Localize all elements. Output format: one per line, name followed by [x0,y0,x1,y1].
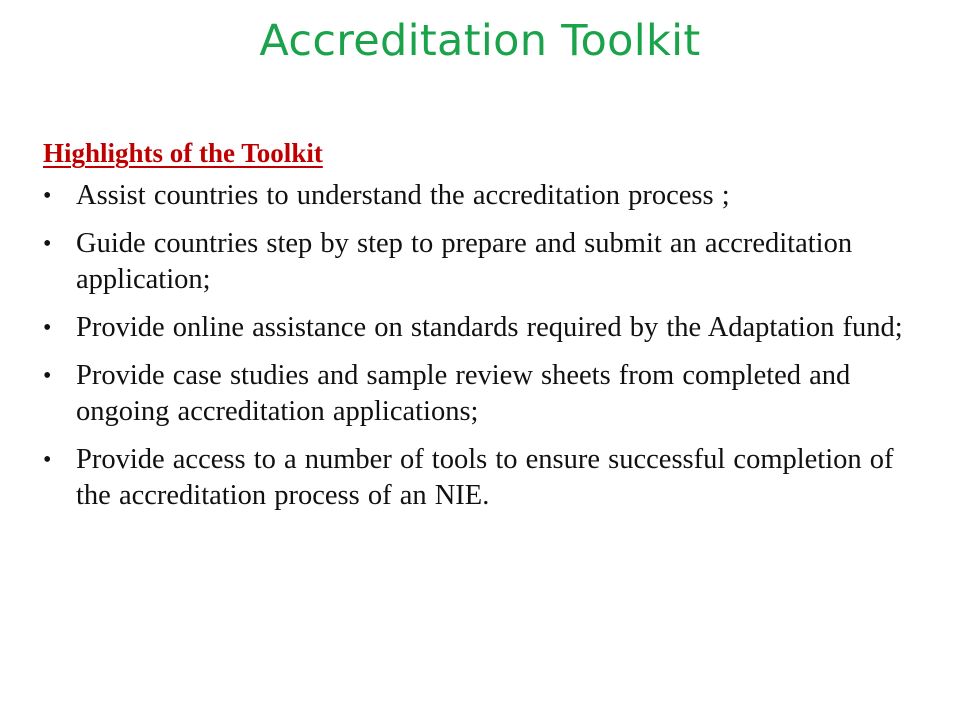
bullet-icon: • [43,315,52,341]
bullet-item [43,310,923,346]
bullet-text: Provide case studies and sample review sheets from completed and ongoing accreditation applications; [76,360,851,427]
bullet-item [43,442,923,514]
bullet-icon: • [43,183,52,209]
bullet-text: Provide access to a number of tools to ensure successful completion of the accreditation process of an NIE. [76,444,894,511]
bullet-item [43,178,923,214]
bullet-text: Guide countries step by step to prepare and submit an accreditation application; [76,228,853,295]
bullet-text: Provide online assistance on standards required by the Adaptation fund; [76,312,903,343]
bullet-icon: • [43,447,52,473]
bullet-icon: • [43,363,52,389]
bullet-icon: • [43,231,52,257]
slide-title: Accreditation Toolkit [259,16,701,66]
bullet-text: Assist countries to understand the accreditation process ; [76,180,730,211]
bullet-item [43,358,923,430]
section-heading: Highlights of the Toolkit [43,138,323,168]
bullet-item [43,226,923,298]
bullet-list [43,178,923,526]
